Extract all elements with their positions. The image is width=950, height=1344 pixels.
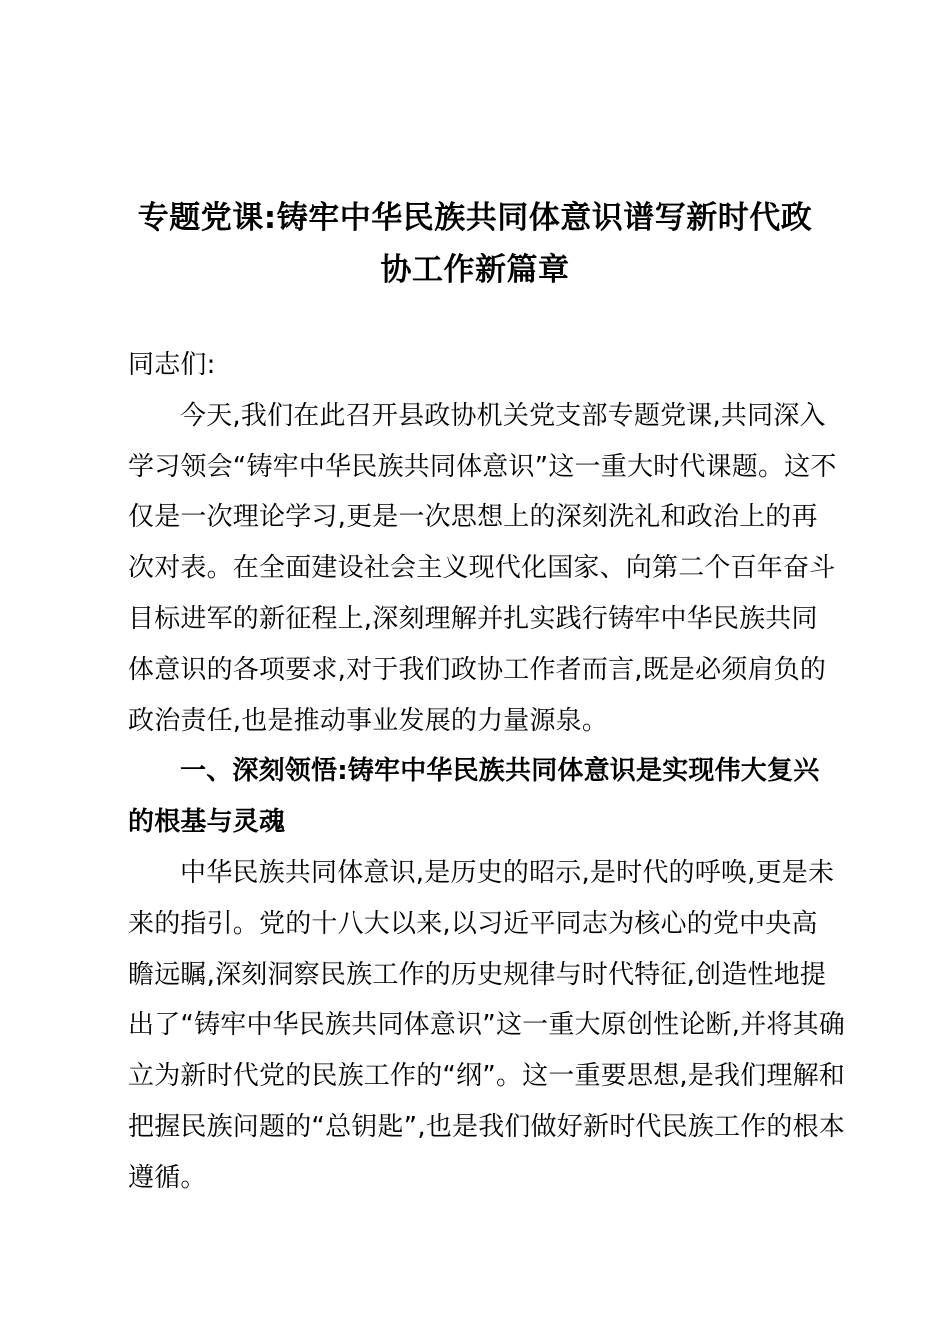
paragraph-intro xyxy=(128,391,837,747)
paragraph-line: 出了“铸牢中华民族共同体意识”这一重大原创性论断,并将其确 xyxy=(128,1010,846,1041)
paragraph-line: 学习领会“铸牢中华民族共同体意识”这一重大时代课题。这不 xyxy=(128,451,837,482)
salutation: 同志们: xyxy=(128,350,216,380)
paragraph-line: 次对表。在全面建设社会主义现代化国家、向第二个百年奋斗 xyxy=(128,553,836,584)
paragraph-line: 今天,我们在此召开县政协机关党支部专题党课,共同深入 xyxy=(180,400,826,431)
paragraph-line: 政治责任,也是推动事业发展的力量源泉。 xyxy=(128,705,609,736)
paragraph-section-1 xyxy=(128,848,846,1204)
document-body xyxy=(128,340,846,1204)
heading-line: 的根基与灵魂 xyxy=(128,807,286,838)
paragraph-line: 瞻远瞩,深刻洞察民族工作的历史规律与时代特征,创造性地提 xyxy=(128,959,827,990)
section-heading-1 xyxy=(128,746,828,848)
heading-line: 一、深刻领悟:铸牢中华民族共同体意识是实现伟大复兴 xyxy=(180,756,820,787)
paragraph-line: 立为新时代党的民族工作的“纲”。这一重要思想,是我们理解和 xyxy=(128,1061,846,1092)
paragraph-line: 仅是一次理论学习,更是一次思想上的深刻洗礼和政治上的再 xyxy=(128,502,818,533)
title-line: 专题党课:铸牢中华民族共同体意识谱写新时代政 xyxy=(137,200,813,236)
paragraph-line: 中华民族共同体意识,是历史的昭示,是时代的呼唤,更是未 xyxy=(180,857,835,888)
paragraph-line: 来的指引。党的十八大以来,以习近平同志为核心的党中央高 xyxy=(128,908,818,939)
paragraph-line: 体意识的各项要求,对于我们政协工作者而言,既是必须肩负的 xyxy=(128,654,827,685)
paragraph-line: 目标进军的新征程上,深刻理解并扎实践行铸牢中华民族共同 xyxy=(128,603,818,634)
document-title xyxy=(128,192,822,296)
paragraph-line: 遵循。 xyxy=(128,1162,207,1193)
title-line: 协工作新篇章 xyxy=(380,252,570,288)
paragraph-line: 把握民族问题的“总钥匙”,也是我们做好新时代民族工作的根本 xyxy=(128,1111,846,1142)
